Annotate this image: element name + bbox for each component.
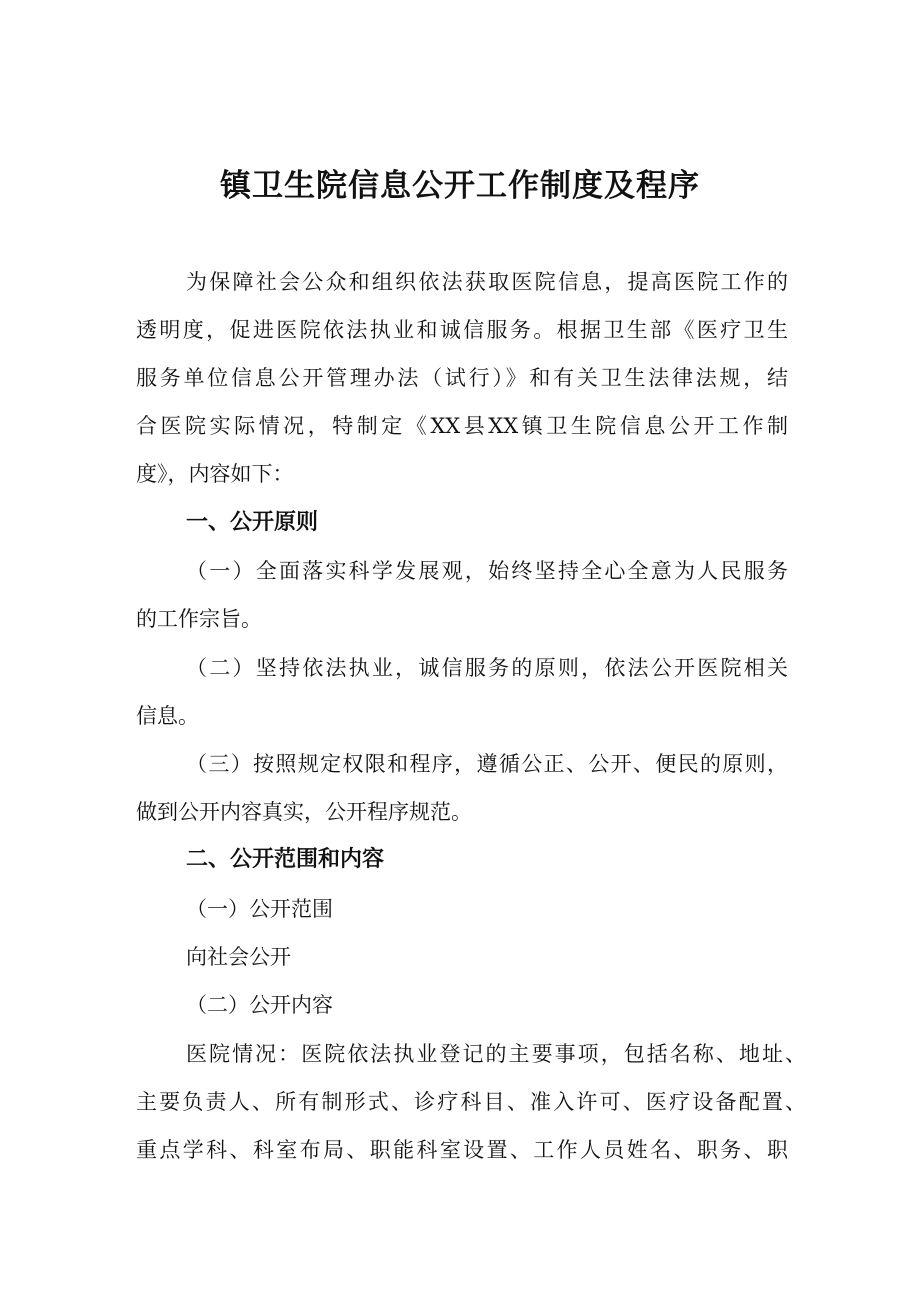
section-heading-scope-content: 二、公开范围和内容 [186,847,385,872]
principle-2-line-1: （二）坚持依法执业，诚信服务的原则，依法公开医院相关 [186,656,788,680]
intro-line-2: 透明度，促进医院依法执业和诚信服务。根据卫生部《医疗卫生 [136,318,788,342]
content-line-3: 重点学科、科室布局、职能科室设置、工作人员姓名、职务、职 [136,1138,788,1162]
scope-text: 向社会公开 [186,945,291,969]
document-title: 镇卫生院信息公开工作制度及程序 [220,168,700,204]
section-heading-principles: 一、公开原则 [186,510,319,535]
principle-3-line-1: （三）按照规定权限和程序，遵循公正、公开、便民的原则， [186,752,788,776]
intro-line-5: 度》，内容如下： [136,462,294,486]
content-line-2: 主要负责人、所有制形式、诊疗科目、准入许可、医疗设备配置、 [136,1090,806,1114]
principle-2-line-2: 信息。 [136,704,199,728]
intro-line-1: 为保障社会公众和组织依法获取医院信息，提高医院工作的 [186,270,788,294]
scope-label: （一）公开范围 [186,897,333,921]
intro-line-4: 合医院实际情况，特制定《XX县XX镇卫生院信息公开工作制 [136,414,788,438]
principle-1-line-1: （一）全面落实科学发展观，始终坚持全心全意为人民服务 [186,559,788,583]
content-label: （二）公开内容 [186,993,333,1017]
principle-1-line-2: 的工作宗旨。 [136,607,262,631]
principle-3-line-2: 做到公开内容真实，公开程序规范。 [136,800,472,824]
intro-line-3: 服务单位信息公开管理办法（试行）》和有关卫生法律法规，结 [136,366,788,390]
content-line-1: 医院情况：医院依法执业登记的主要事项，包括名称、地址、 [186,1042,806,1066]
